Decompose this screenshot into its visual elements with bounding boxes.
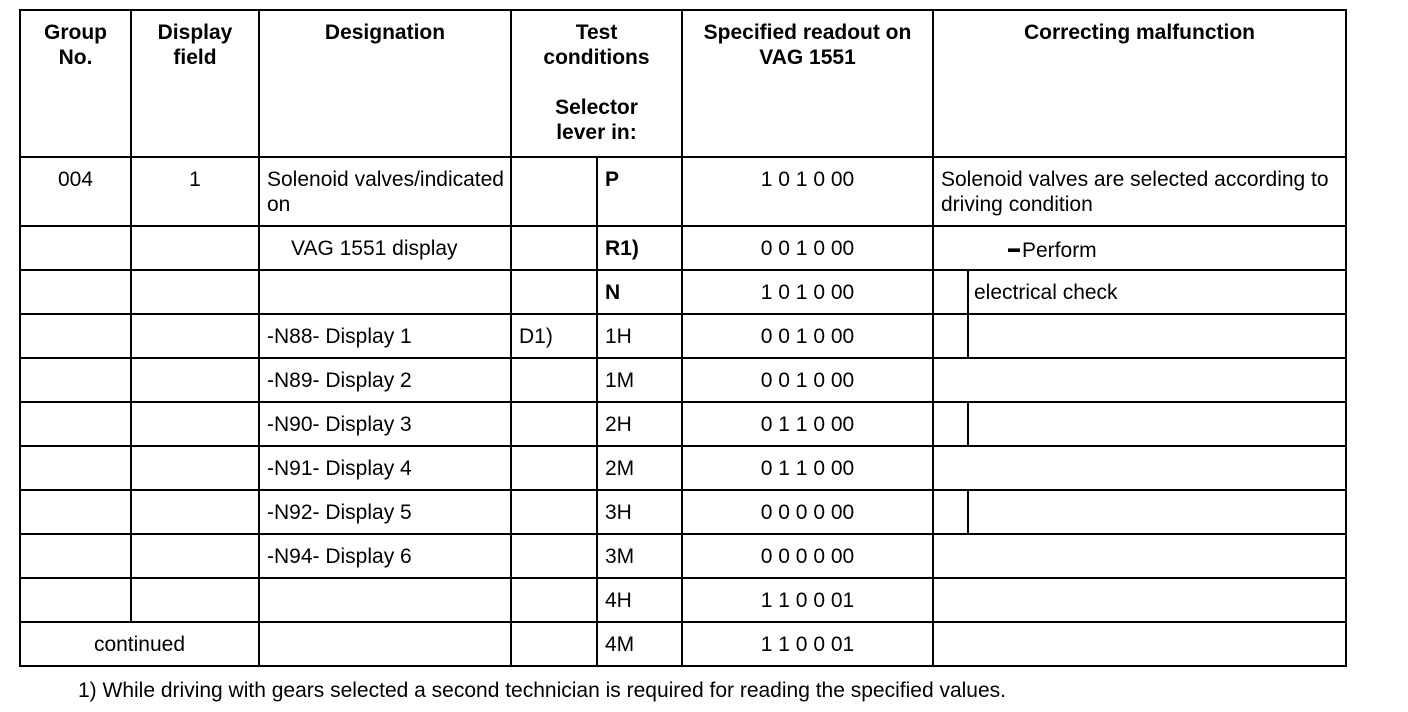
header-specified-readout: Specified readout on VAG 1551 (682, 10, 933, 157)
table-row (20, 534, 1346, 578)
readout-cell: 0 0 1 0 00 (682, 226, 933, 270)
field-cell (131, 446, 259, 490)
table-row (20, 270, 1346, 314)
gear-cell: 1H (597, 314, 682, 358)
gear-cell: 3M (597, 534, 682, 578)
field-cell (131, 270, 259, 314)
header-display-field: Display field (131, 10, 259, 157)
designation-cell: -N91- Display 4 (259, 446, 511, 490)
field-cell (131, 490, 259, 534)
table-row (20, 446, 1346, 490)
header-test-conditions (511, 10, 682, 157)
test-condition-cell (511, 226, 597, 270)
group-cell (20, 446, 131, 490)
indent-divider (967, 271, 969, 313)
readout-cell: 0 0 0 0 00 (682, 490, 933, 534)
indent-divider (967, 491, 969, 533)
field-cell (131, 402, 259, 446)
test-condition-cell (511, 358, 597, 402)
header-correcting-malfunction: Correcting malfunction (933, 10, 1346, 157)
gear-cell: 2H (597, 402, 682, 446)
readout-cell: 1 0 1 0 00 (682, 157, 933, 226)
field-cell (131, 578, 259, 622)
correcting-cell (933, 446, 1346, 490)
test-condition-cell (511, 534, 597, 578)
field-cell (131, 314, 259, 358)
designation-cell: -N88- Display 1 (259, 314, 511, 358)
correcting-cell (933, 314, 1346, 358)
group-cell (20, 534, 131, 578)
group-cell (20, 490, 131, 534)
correcting-cell (933, 578, 1346, 622)
test-condition-cell (511, 578, 597, 622)
table-row (20, 314, 1346, 358)
test-condition-cell (511, 270, 597, 314)
table-row (20, 226, 1346, 270)
test-condition-cell (511, 622, 597, 666)
designation-cell (259, 622, 511, 666)
designation-cell (259, 270, 511, 314)
group-cell (20, 226, 131, 270)
readout-cell: 0 1 1 0 00 (682, 402, 933, 446)
test-condition-cell (511, 402, 597, 446)
readout-cell: 0 0 0 0 00 (682, 534, 933, 578)
designation-cell (259, 578, 511, 622)
test-condition-cell (511, 157, 597, 226)
test-condition-cell (511, 490, 597, 534)
readout-cell: 0 1 1 0 00 (682, 446, 933, 490)
readout-cell: 1 1 0 0 01 (682, 622, 933, 666)
table-row (20, 358, 1346, 402)
table-row (20, 622, 1346, 666)
header-designation: Designation (259, 10, 511, 157)
indent-divider (967, 315, 969, 357)
gear-cell: 2M (597, 446, 682, 490)
designation-cell: Solenoid valves/indicated on (259, 157, 511, 226)
readout-cell: 1 1 0 0 01 (682, 578, 933, 622)
correcting-cell (933, 358, 1346, 402)
field-cell: 1 (131, 157, 259, 226)
gear-cell: 1M (597, 358, 682, 402)
designation-cell: -N90- Display 3 (259, 402, 511, 446)
gear-cell: 3H (597, 490, 682, 534)
group-cell (20, 402, 131, 446)
readout-cell: 0 0 1 0 00 (682, 358, 933, 402)
correcting-cell (933, 270, 1346, 314)
correcting-cell (933, 622, 1346, 666)
correcting-cell (933, 534, 1346, 578)
designation-cell: -N92- Display 5 (259, 490, 511, 534)
gear-cell: R1) (597, 226, 682, 270)
header-group-no: Group No. (20, 10, 131, 157)
header-row (20, 10, 1346, 157)
group-cell (20, 314, 131, 358)
dash-bullet-icon: ▬ (1008, 241, 1020, 255)
gear-cell: 4H (597, 578, 682, 622)
correcting-cell (933, 226, 1346, 270)
header-test-conditions-label: Test conditions (543, 21, 650, 69)
table-row (20, 402, 1346, 446)
table-row (20, 157, 1346, 226)
table-row (20, 490, 1346, 534)
correcting-cell: Solenoid valves are selected according to driving condition (933, 157, 1346, 226)
test-condition-cell: D1) (511, 314, 597, 358)
gear-cell: N (597, 270, 682, 314)
readout-cell: 1 0 1 0 00 (682, 270, 933, 314)
group-cell (20, 578, 131, 622)
gear-cell: 4M (597, 622, 682, 666)
field-cell (131, 358, 259, 402)
group-cell: 004 (20, 157, 131, 226)
specification-table (19, 9, 1347, 667)
gear-cell: P (597, 157, 682, 226)
field-cell (131, 226, 259, 270)
group-cell (20, 270, 131, 314)
field-cell (131, 534, 259, 578)
designation-cell: -N94- Display 6 (259, 534, 511, 578)
correcting-text: electrical check (974, 281, 1118, 304)
footnote: 1) While driving with gears selected a second technician is required for reading the specified values. (78, 679, 1006, 702)
table-row (20, 578, 1346, 622)
test-condition-cell (511, 446, 597, 490)
header-selector-lever: Selector lever in: (555, 96, 638, 144)
group-cell: continued (20, 622, 259, 666)
correcting-text: Perform (1022, 239, 1097, 262)
indent-divider (967, 403, 969, 445)
designation-cell: VAG 1551 display (259, 226, 511, 270)
readout-cell: 0 0 1 0 00 (682, 314, 933, 358)
correcting-cell (933, 402, 1346, 446)
correcting-cell (933, 490, 1346, 534)
group-cell (20, 358, 131, 402)
designation-cell: -N89- Display 2 (259, 358, 511, 402)
